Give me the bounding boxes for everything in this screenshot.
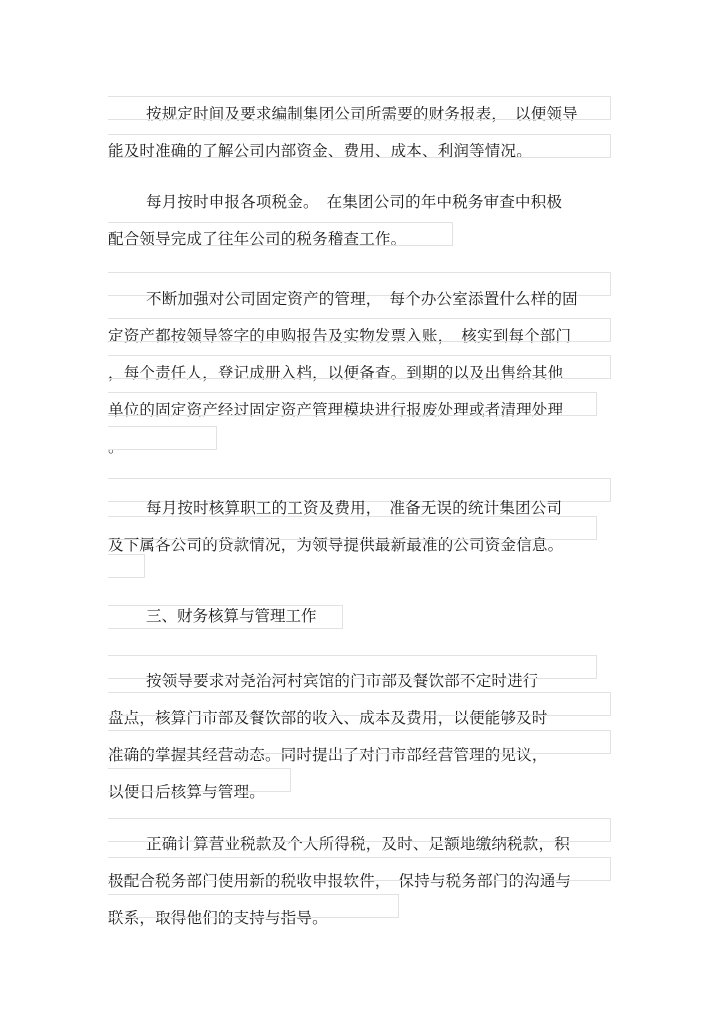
paragraph-line: 及下属各公司的贷款情况，为领导提供最新最准的公司资金信息。: [108, 536, 564, 554]
paragraph-line: 准确的掌握其经营动态。同时提出了对门市部经营管理的见议，: [108, 746, 548, 764]
paragraph-fixed-assets: [108, 281, 610, 466]
paragraph-line: 不断加强对公司固定资产的管理， 每个办公室添置什么样的固: [146, 290, 578, 308]
paragraph-hotel-inventory: [108, 663, 610, 811]
paragraph-tax-calculation: [108, 826, 610, 937]
paragraph-line: 联系，取得他们的支持与指导。: [108, 909, 328, 927]
paragraph-line: 极配合税务部门使用新的税收申报软件， 保持与税务部门的沟通与: [108, 872, 572, 890]
paragraph-line: 按规定时间及要求编制集团公司所需要的财务报表， 以便领导: [146, 105, 578, 123]
paragraph-line: 盘点，核算门市部及餐饮部的收入、成本及费用，以便能够及时: [108, 709, 548, 727]
paragraph-line: 按领导要求对尧治河村宾馆的门市部及餐饮部不定时进行: [146, 672, 539, 690]
paragraph-line: 以便日后核算与管理。: [108, 783, 266, 801]
paragraph-tax-filing: [108, 184, 610, 258]
paragraph-line: 正确计算营业税款及个人所得税，及时、足额地缴纳税款，积: [146, 835, 570, 853]
paragraph-line: 单位的固定资产经过固定资产管理模块进行报废处理或者清理处理: [108, 401, 564, 419]
paragraph-line: 每月按时申报各项税金。 在集团公司的年中税务审查中积极: [146, 193, 563, 211]
paragraph-financial-reports: [108, 96, 610, 170]
section-heading: 三、财务核算与管理工作: [146, 607, 317, 625]
paragraph-line: 每月按时核算职工的工资及费用， 准备无误的统计集团公司: [146, 499, 563, 517]
paragraph-line: 配合领导完成了往年公司的税务稽查工作。: [108, 230, 407, 248]
paragraph-line: 定资产都按领导签字的申购报告及实物发票入账， 核实到每个部门: [108, 327, 572, 345]
paragraph-line: 能及时准确的了解公司内部资金、费用、成本、利润等情况。: [108, 142, 532, 160]
paragraph-line: ，每个责任人，登记成册入档，以便备查。到期的以及出售给其他: [108, 364, 564, 382]
paragraph-line: 。: [108, 438, 124, 456]
paragraph-payroll: [108, 490, 610, 564]
